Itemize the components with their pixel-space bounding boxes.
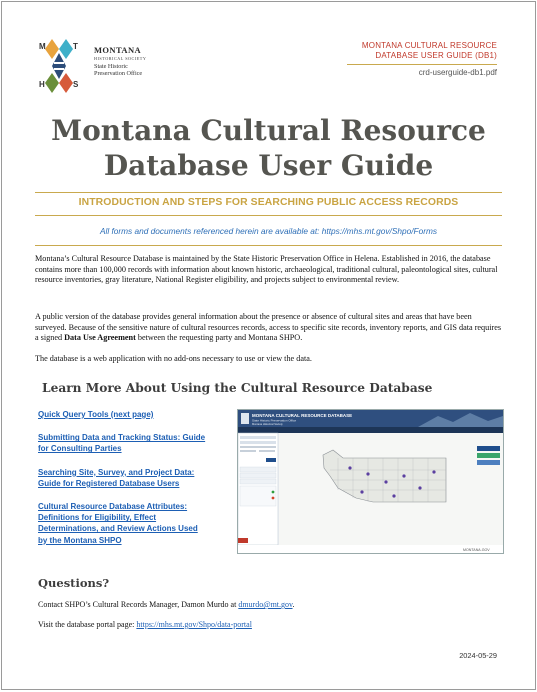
footer-brand: MONTANA.GOV (463, 548, 490, 552)
page-subtitle: INTRODUCTION AND STEPS FOR SEARCHING PUBLIC ACCESS RECORDS (78, 197, 459, 208)
org-office: State Historic Preservation Office (94, 63, 143, 77)
org-name-block (94, 45, 154, 77)
guide-links (38, 409, 228, 558)
forms-rule (35, 245, 502, 246)
mths-logo (38, 35, 153, 97)
paragraph-2-text-a: A public version of the database provides general information about the presence or absence of cultural sites and areas that have been surveyed. Because of the sensitive nature of cultural resources records, access to specific site records, inventory reports, and GIS data requires a signed (35, 312, 502, 342)
link-database-attributes[interactable]: Cultural Resource Database Attributes: Definitions for Eligibility, Effect Determinations, and Review Actions Used by the Montana SHPO (38, 502, 198, 545)
org-sub: HISTORICAL SOCIETY (94, 56, 147, 61)
learn-more-heading: Learn More About Using the Cultural Resource Database (42, 381, 433, 395)
forms-note: All forms and documents referenced herein are available at: https://mhs.mt.gov/Shpo/Forms (99, 226, 438, 236)
doc-label-line-2: DATABASE USER GUIDE (DB1) (375, 51, 497, 60)
doc-label-block (347, 41, 497, 77)
logo-letter-m: M (39, 42, 46, 51)
title-line-2: Database User Guide (103, 149, 434, 182)
logo-letter-t: T (73, 42, 78, 51)
link-searching-data-guide[interactable]: Searching Site, Survey, and Project Data: Guide for Registered Database Users (38, 467, 195, 488)
header-rule (347, 64, 497, 65)
intro-paragraph-2 (35, 312, 502, 344)
logo-letter-h: H (39, 80, 45, 89)
app-subtitle-2: Montana Historical Society (252, 423, 283, 426)
contact-line (38, 600, 295, 609)
app-subtitle-1: State Historic Preservation Office (252, 418, 297, 423)
link-submitting-data-guide[interactable]: Submitting Data and Tracking Status: Guide for Consulting Parties (38, 433, 206, 454)
document-date: 2024-05-29 (459, 651, 497, 660)
doc-filename: crd-userguide-db1.pdf (418, 68, 497, 77)
title-line-1: Montana Cultural Resource (51, 114, 486, 147)
database-screenshot (237, 409, 504, 554)
portal-line (38, 620, 252, 629)
portal-text: Visit the database portal page: (38, 620, 137, 629)
page-title (2, 113, 535, 183)
contact-email-link[interactable]: dmurdo@mt.gov (238, 600, 293, 609)
portal-url-link[interactable]: https://mhs.mt.gov/Shpo/data-portal (136, 620, 252, 629)
paragraph-2-text-b: between the requesting party and Montana SHPO. (135, 333, 303, 342)
document-page (1, 1, 536, 690)
mths-logo-mark (38, 35, 80, 97)
doc-label-line-1: MONTANA CULTURAL RESOURCE (361, 41, 497, 50)
contact-period: . (292, 600, 295, 609)
questions-heading: Questions? (38, 576, 110, 590)
subtitle-rule-bottom (35, 215, 502, 216)
app-title: MONTANA CULTURAL RESOURCE DATABASE (252, 413, 353, 418)
contact-text: Contact SHPO’s Cultural Records Manager, Damon Murdo at (38, 600, 239, 609)
intro-paragraph-3: The database is a web application with no add-ons necessary to use or view the data. (35, 354, 312, 363)
subtitle-rule-top (35, 192, 502, 193)
org-name: MONTANA (94, 45, 142, 55)
intro-paragraph-1: Montana’s Cultural Resource Database is maintained by the State Historic Preservation Office in Helena. Established in 2016, the database contains more than 100,000 records with information about known historic, archaeological, traditional cultural, paleontological sites, cultural resource inventories, gray literature, National Register eligibility, and projects subject to environmental review. (35, 254, 498, 284)
link-quick-query-tools[interactable]: Quick Query Tools (next page) (38, 410, 154, 419)
logo-letter-s: S (73, 80, 79, 89)
data-use-agreement-term: Data Use Agreement (64, 333, 136, 342)
database-screenshot-art (238, 410, 503, 553)
